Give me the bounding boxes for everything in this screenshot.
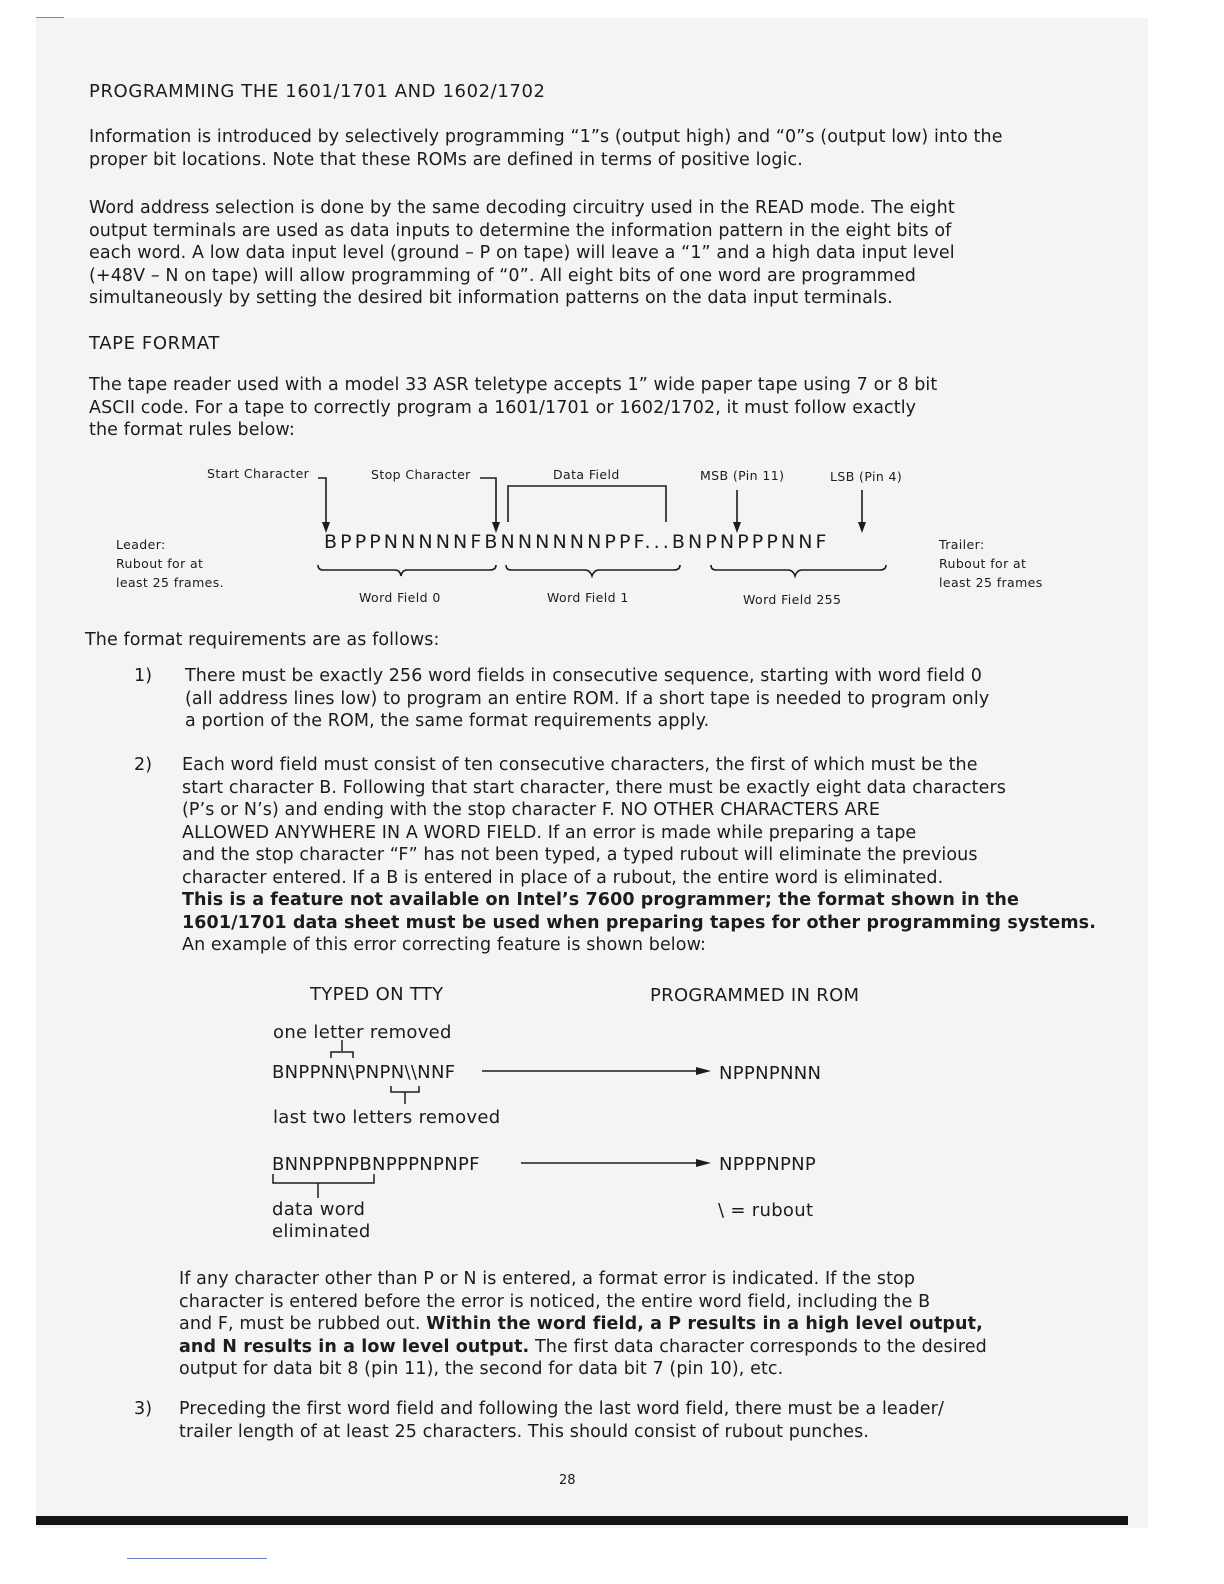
text-line: simultaneously by setting the desired bit information patterns on the data input terminals. <box>89 288 893 308</box>
text-run: and F, must be rubbed out. <box>179 1314 427 1334</box>
typed-on-tty-header: TYPED ON TTY <box>310 984 444 1005</box>
text-line: An example of this error correcting feature is shown below: <box>182 935 707 955</box>
msb-label: MSB (Pin 11) <box>700 468 785 483</box>
text-line: each word. A low data input level (ground – P on tape) will leave a “1” and a high data input level <box>89 243 955 263</box>
text-line: There must be exactly 256 word fields in consecutive sequence, starting with word field 0 <box>185 666 982 686</box>
text-line: Trailer: <box>939 537 985 552</box>
start-character-label: Start Character <box>207 466 310 481</box>
result-sequence-2: NPPPNPNP <box>719 1154 817 1175</box>
footer-link-underline <box>127 1558 267 1559</box>
eliminated-label: eliminated <box>272 1221 371 1242</box>
programming-heading: PROGRAMMING THE 1601/1701 AND 1602/1702 <box>89 81 546 102</box>
tape-format-heading: TAPE FORMAT <box>89 333 220 354</box>
text-line: The tape reader used with a model 33 ASR teletype accepts 1” wide paper tape using 7 or 8 bit <box>89 375 938 395</box>
item-3-number: 3) <box>134 1399 153 1419</box>
requirements-intro: The format requirements are as follows: <box>85 630 440 650</box>
word-field-255-label: Word Field 255 <box>743 592 842 607</box>
text-line: Preceding the first word field and following the last word field, there must be a leader/ <box>179 1399 944 1419</box>
item-3-text <box>179 1398 944 1443</box>
word-field-1-label: Word Field 1 <box>547 590 629 605</box>
mixed-line <box>179 1336 987 1359</box>
text-line: character is entered before the error is noticed, the entire word field, including the B <box>179 1291 931 1312</box>
bold-text-run: Within the word field, a P results in a high level output, <box>426 1314 983 1334</box>
text-line: trailer length of at least 25 characters. This should consist of rubout punches. <box>179 1421 870 1442</box>
text-line: and the stop character “F” has not been typed, a typed rubout will eliminate the previous <box>182 845 978 865</box>
text-line: the format rules below: <box>89 420 295 440</box>
text-line: output terminals are used as data inputs to determine the information pattern in the eight bits of <box>89 220 952 241</box>
text-line: Each word field must consist of ten consecutive characters, the first of which must be the <box>182 755 978 775</box>
text-line: least 25 frames. <box>116 575 225 590</box>
result-sequence-1: NPPNPNNN <box>719 1063 822 1084</box>
text-line: a portion of the ROM, the same format requirements apply. <box>185 711 710 731</box>
text-line: (P’s or N’s) and ending with the stop character F. NO OTHER CHARACTERS ARE <box>182 800 881 820</box>
text-line: ASCII code. For a tape to correctly program a 1601/1701 or 1602/1702, it must follow exactly <box>89 397 917 418</box>
text-line: Rubout for at <box>116 556 204 571</box>
text-line: Word address selection is done by the same decoding circuitry used in the READ mode. The eight <box>89 198 955 218</box>
bottom-rule <box>36 1516 1128 1525</box>
tape-character-string: BPPPNNNNNFBNNNNNNPPF...BNPNPPPNNF <box>324 531 830 553</box>
typed-sequence-2: BNNPPNPBNPPPNPNPF <box>272 1154 480 1175</box>
rubout-legend: \ = rubout <box>718 1200 814 1221</box>
item-2-continuation <box>179 1268 987 1381</box>
text-line: Leader: <box>116 537 166 552</box>
lsb-label: LSB (Pin 4) <box>830 469 903 484</box>
word-field-0-label: Word Field 0 <box>359 590 441 605</box>
text-run: The first data character corresponds to the desired <box>529 1336 987 1357</box>
text-line: (+48V – N on tape) will allow programming of “0”. All eight bits of one word are programmed <box>89 265 916 286</box>
item-2-number: 2) <box>134 755 153 775</box>
bold-text-run: and N results in a low level output. <box>179 1336 530 1357</box>
bold-text-line: 1601/1701 data sheet must be used when preparing tapes for other programming systems. <box>182 912 1096 933</box>
page-number: 28 <box>559 1473 576 1488</box>
text-line: character entered. If a B is entered in place of a rubout, the entire word is eliminated. <box>182 867 944 888</box>
data-word-label: data word <box>272 1199 366 1220</box>
mixed-line <box>179 1313 987 1336</box>
item-1-number: 1) <box>134 666 153 686</box>
text-line: ALLOWED ANYWHERE IN A WORD FIELD. If an error is made while preparing a tape <box>182 822 917 843</box>
last-two-removed-label: last two letters removed <box>273 1107 501 1128</box>
stop-character-label: Stop Character <box>371 467 471 482</box>
bold-text-line: This is a feature not available on Intel’s 7600 programmer; the format shown in the <box>182 890 1019 910</box>
text-line: least 25 frames <box>939 575 1043 590</box>
programmed-in-rom-header: PROGRAMMED IN ROM <box>650 985 860 1006</box>
text-line: output for data bit 8 (pin 11), the second for data bit 7 (pin 10), etc. <box>179 1359 784 1379</box>
one-letter-removed-label: one letter removed <box>273 1022 452 1043</box>
text-line: proper bit locations. Note that these ROMs are defined in terms of positive logic. <box>89 149 803 170</box>
text-line: start character B. Following that start character, there must be exactly eight data characters <box>182 777 1007 798</box>
data-field-label: Data Field <box>553 467 620 482</box>
text-line: Information is introduced by selectively programming “1”s (output high) and “0”s (output low) into the <box>89 127 1003 147</box>
typed-sequence-1: BNPPNN\PNPN\\NNF <box>272 1062 456 1083</box>
text-line: If any character other than P or N is entered, a format error is indicated. If the stop <box>179 1269 916 1289</box>
text-line: Rubout for at <box>939 556 1027 571</box>
text-line: (all address lines low) to program an entire ROM. If a short tape is needed to program only <box>185 688 990 709</box>
